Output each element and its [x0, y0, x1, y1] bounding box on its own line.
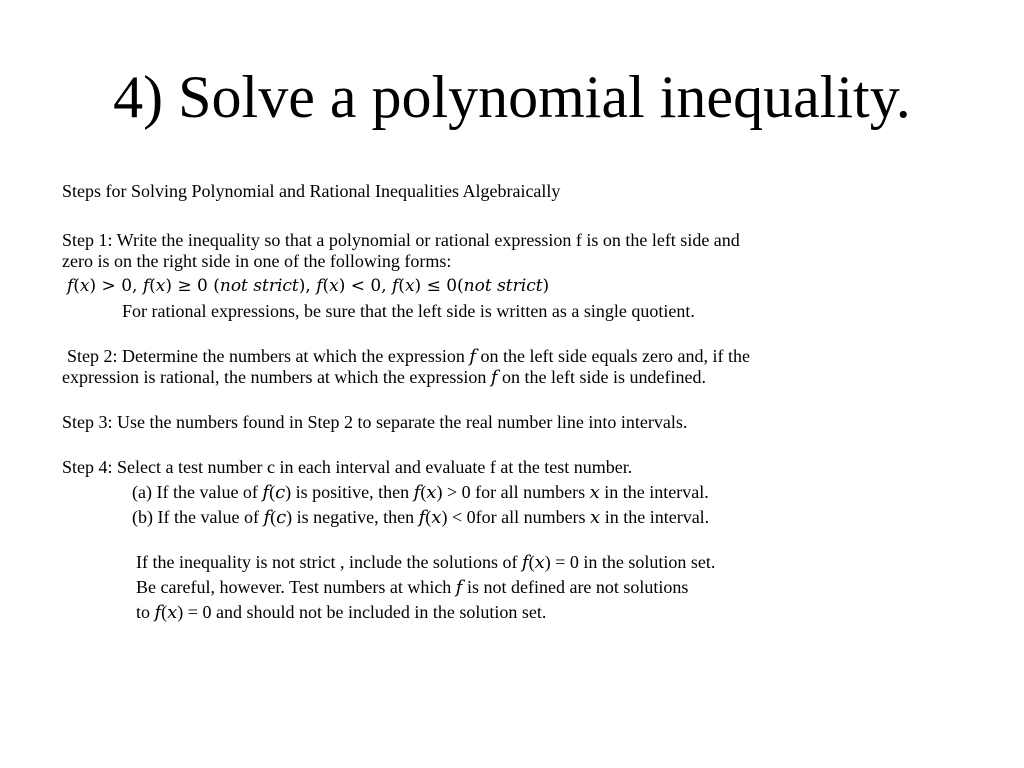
note-line1: If the inequality is not strict , include the solutions of 𝑓(𝑥) = 0 in the solution set.: [136, 552, 716, 572]
note-line3: to 𝑓(𝑥) = 0 and should not be included in the solution set.: [136, 602, 547, 622]
step3-line1: Step 3: Use the numbers found in Step 2 to separate the real number line into intervals.: [62, 412, 688, 432]
step2-line1: Step 2: Determine the numbers at which the expression 𝑓 on the left side equals zero and, if the: [67, 346, 750, 366]
step1-forms: 𝑓(𝑥) > 0, 𝑓(𝑥) ≥ 0 (𝑛𝑜𝑡 𝑠𝑡𝑟𝑖𝑐𝑡), 𝑓(𝑥) < 0, 𝑓(𝑥) ≤ 0(𝑛𝑜𝑡 𝑠𝑡𝑟𝑖𝑐𝑡): [67, 276, 550, 296]
step4-case-b: (b) If the value of 𝑓(𝑐) is negative, then 𝑓(𝑥) < 0for all numbers 𝑥 in the interval.: [132, 507, 710, 527]
step2-line2: expression is rational, the numbers at which the expression 𝑓 on the left side is undefined.: [62, 367, 707, 387]
slide-body: [62, 180, 962, 626]
slide-title: 4) Solve a polynomial inequality.: [113, 64, 911, 130]
step1-note: For rational expressions, be sure that the left side is written as a single quotient.: [122, 301, 695, 321]
step4-line1: Step 4: Select a test number c in each interval and evaluate f at the test number.: [62, 457, 633, 477]
step4-case-a: (a) If the value of 𝑓(𝑐) is positive, then 𝑓(𝑥) > 0 for all numbers 𝑥 in the interval.: [132, 482, 709, 502]
steps-heading: Steps for Solving Polynomial and Rational Inequalities Algebraically: [62, 181, 561, 201]
note-line2: Be careful, however. Test numbers at which 𝑓 is not defined are not solutions: [136, 577, 689, 597]
step1-line1: Step 1: Write the inequality so that a polynomial or rational expression f is on the left side and: [62, 230, 740, 250]
step1-line2: zero is on the right side in one of the following forms:: [62, 251, 452, 271]
